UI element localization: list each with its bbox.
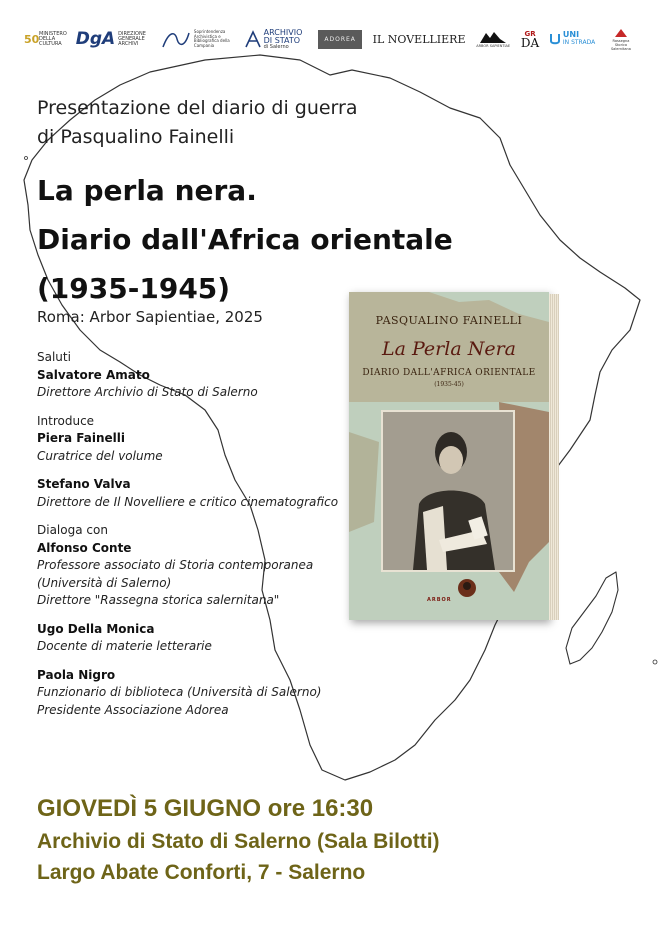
book-title [37,166,453,313]
program-section [37,413,337,466]
book-cover [349,292,549,620]
adorea-logo: ADOREA [318,30,362,49]
event-date: GIOVEDÌ 5 GIUGNO ore 16:30 [37,795,374,822]
cover-subtitle: DIARIO DALL'AFRICA ORIENTALE [362,368,536,378]
cover-publisher: ARBOR [427,597,452,603]
arbor-sapientiae-logo: ARBOR SAPIENTIAE [476,30,510,48]
speaker-name: Ugo Della Monica [37,621,155,636]
book-pages-edge [549,294,559,620]
program-role: Saluti [37,350,71,364]
book-cover-image [349,292,559,620]
speaker-desc: (Università di Salerno) [37,575,172,590]
program-list [37,349,337,730]
uni-in-strada-logo: UNI IN STRADA [550,31,595,47]
program-section [37,349,337,402]
event-venue: Archivio di Stato di Salerno (Sala Bilotti) [37,830,440,853]
program-section [37,621,337,656]
speaker-name: Stefano Valva [37,477,131,491]
program-role: Introduce [37,413,95,428]
edition-info: Roma: Arbor Sapientiae, 2025 [37,308,263,326]
cover-title: La Perla Nera [382,338,516,360]
presentation-heading [37,94,377,152]
svg-text:50: 50 [24,33,40,46]
archivio-stato-logo: ARCHIVIO DI STATO di Salerno [245,29,308,50]
dga-logo: DgA DIREZIONE GENERALE ARCHIVI [75,29,146,49]
speaker-desc: Funzionario di biblioteca (Università di Salerno) [37,685,322,699]
program-section [37,476,337,511]
novelliere-logo: IL NOVELLIERE [372,32,466,46]
cover-years: (1935-45) [434,381,464,388]
speaker-desc: Direttore Archivio di Stato di Salerno [37,385,258,399]
program-section [37,522,337,610]
presentation-line-2: di Pasqualino Fainelli [37,126,235,148]
speaker-desc: Presidente Associazione Adorea [37,702,229,717]
presentation-line-1: Presentazione del diario di guerra [37,97,358,119]
rassegna-logo: Rassegna Storica Salernitana [606,28,636,51]
book-title-line-3: (1935-1945) [37,272,231,305]
partner-logos [24,26,636,52]
event-address: Largo Abate Conforti, 7 - Salerno [37,861,366,884]
speaker-name: Salvatore Amato [37,367,150,382]
program-section [37,667,337,720]
speaker-desc: Direttore "Rassegna storica salernitana" [37,593,280,607]
event-info [37,792,440,888]
grda-logo: GR DA [520,30,540,50]
sab-logo: Soprintendenza Archivistica e Bibliografica della Campania [161,29,234,49]
speaker-desc: Docente di materie letterarie [37,639,212,653]
speaker-name: Paola Nigro [37,667,116,682]
program-role: Dialoga con [37,523,108,537]
cover-portrait-photo [381,410,515,572]
speaker-desc: Direttore de Il Novelliere e critico cinematografico [37,494,339,509]
ministero-cultura-logo: 50 MINISTERO DELLA CULTURA [24,30,67,47]
speaker-desc: Curatrice del volume [37,448,163,463]
speaker-name: Piera Fainelli [37,431,125,445]
book-title-line-1: La perla nera. [37,174,257,207]
cover-author: PASQUALINO FAINELLI [375,314,523,327]
speaker-name: Alfonso Conte [37,540,132,555]
book-title-line-2: Diario dall'Africa orientale [37,223,453,256]
soldier-portrait-illustration [383,412,513,570]
speaker-desc: Professore associato di Storia contemporanea [37,558,314,572]
